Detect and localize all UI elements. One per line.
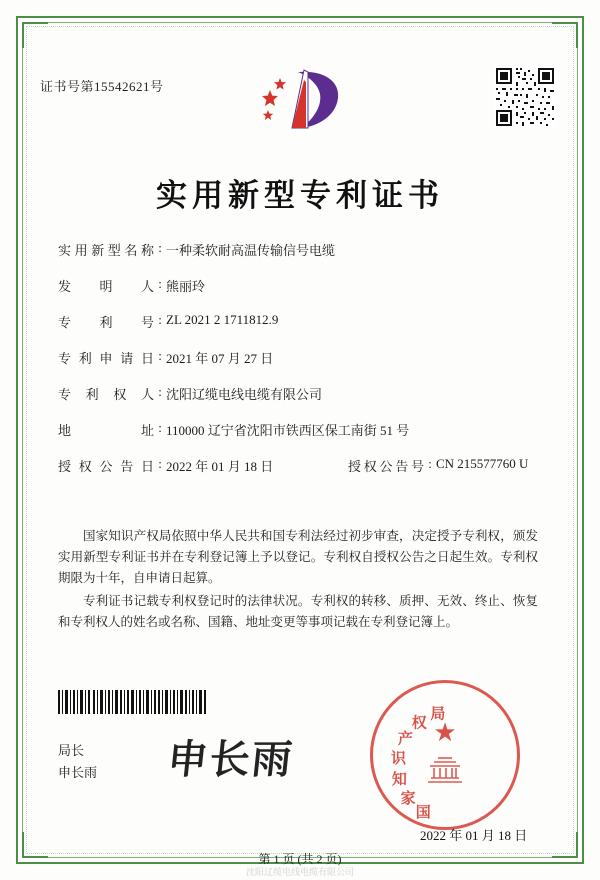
field-value: 一种柔软耐高温传输信号电缆 [166, 243, 336, 258]
legal-paragraph-1: 国家知识产权局依照中华人民共和国专利法经过初步审查，决定授予专利权，颁发实用新型专利证书并在专利登记簿上予以登记。专利权自授权公告之日起生效。专利权期限为十年，自申请日起算。 [58, 529, 538, 585]
certificate-content [40, 40, 560, 866]
certificate-number: 证书号第15542621号 [40, 79, 164, 94]
field-list [58, 240, 548, 492]
field-patentee [58, 384, 548, 420]
field-colon: : [158, 384, 162, 399]
field-colon: : [158, 312, 162, 327]
page-footer: 第 1 页 (共 2 页) [258, 852, 342, 866]
barcode-icon [58, 690, 208, 714]
grant-number-label: 授权公告号 [348, 459, 424, 474]
bottom-watermark-note: 沈阳辽缆电线电缆有限公司 [245, 867, 354, 877]
field-value: 2021 年 07 月 27 日 [166, 351, 274, 366]
director-name: 申长雨 [58, 765, 98, 780]
seal-text-ring: 国 家 知 识 产 权 局 [391, 706, 446, 822]
handwritten-signature: 申长雨 [165, 737, 297, 782]
field-value: ZL 2021 2 1711812.9 [166, 312, 279, 327]
field-value: 110000 辽宁省沈阳市铁西区保工南街 51 号 [166, 423, 410, 438]
page-title: 实用新型专利证书 [156, 178, 444, 213]
field-label: 发明人 [58, 279, 154, 294]
field-colon: : [158, 420, 162, 435]
field-utility-model-name [58, 240, 548, 276]
grant-number-value: CN 215577760 U [436, 456, 529, 471]
field-patent-number [58, 312, 548, 348]
grant-date-label: 授权公告日 [58, 459, 154, 474]
field-application-date [58, 348, 548, 384]
grant-date-value: 2022 年 01 月 18 日 [166, 459, 274, 474]
director-block [58, 740, 97, 784]
field-label: 地址 [58, 423, 154, 438]
field-value: 熊丽玲 [166, 279, 206, 294]
field-label: 专利号 [58, 315, 154, 330]
field-colon: : [158, 456, 162, 471]
field-value: 沈阳辽缆电线电缆有限公司 [166, 387, 323, 402]
field-label: 实用新型名称 [58, 243, 154, 258]
seal-date: 2022 年 01 月 18 日 [420, 828, 528, 843]
star-icon: ★ [433, 718, 457, 747]
field-colon: : [158, 348, 162, 363]
field-inventor [58, 276, 548, 312]
field-address [58, 420, 548, 456]
field-colon: : [158, 276, 162, 291]
legal-text [58, 526, 538, 635]
field-colon: : [158, 240, 162, 255]
director-title: 局长 [58, 743, 85, 758]
cnipa-patent-logo-icon [252, 62, 348, 140]
field-label: 专利申请日 [58, 351, 154, 366]
field-label: 专利权人 [58, 387, 154, 402]
legal-paragraph-2: 专利证书记载专利权登记时的法律状况。专利权的转移、质押、无效、终止、恢复和专利权人的姓名或名称、国籍、地址变更等事项记载在专利登记簿上。 [58, 594, 538, 629]
field-grant-announcement [58, 456, 548, 492]
qr-code-icon [494, 66, 556, 128]
field-colon: : [428, 456, 432, 471]
grant-number-group [348, 456, 528, 475]
official-seal [370, 680, 520, 830]
